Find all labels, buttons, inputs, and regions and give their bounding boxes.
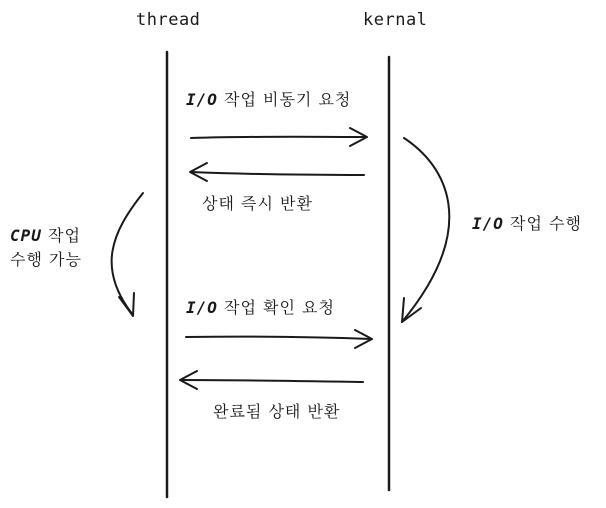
thread-participant-label: thread <box>136 10 201 30</box>
cpu-work-line1-text: 작업 <box>48 226 81 245</box>
io-prefix: I/O <box>186 90 218 109</box>
return-immediately-label: 상태 즉시 반환 <box>202 194 313 213</box>
kernel-lifeline <box>388 57 389 490</box>
cpu-work-note <box>10 224 82 272</box>
io-prefix: I/O <box>472 214 504 233</box>
request-async-text: 작업 비동기 요청 <box>224 90 352 109</box>
request-async-arrow <box>191 128 367 146</box>
cpu-work-note-line1 <box>10 224 82 248</box>
io-work-note <box>472 216 582 232</box>
request-async-label <box>186 92 351 108</box>
request-check-label <box>186 300 335 316</box>
thread-lifeline <box>166 52 167 497</box>
request-check-arrow <box>186 330 372 348</box>
request-check-text: 작업 확인 요청 <box>224 298 335 317</box>
kernel-participant-label: kernal <box>363 10 428 30</box>
io-prefix: I/O <box>186 298 218 317</box>
return-done-label: 완료됨 상태 반환 <box>213 402 341 421</box>
io-work-text: 작업 수행 <box>510 214 582 233</box>
io-work-curved-arrow <box>402 138 449 322</box>
cpu-prefix: CPU <box>10 226 42 245</box>
cpu-work-note-line2: 수행 가능 <box>10 250 82 269</box>
return-immediately-arrow <box>190 163 364 181</box>
cpu-work-curved-arrow <box>112 193 143 316</box>
return-done-arrow <box>180 371 363 389</box>
